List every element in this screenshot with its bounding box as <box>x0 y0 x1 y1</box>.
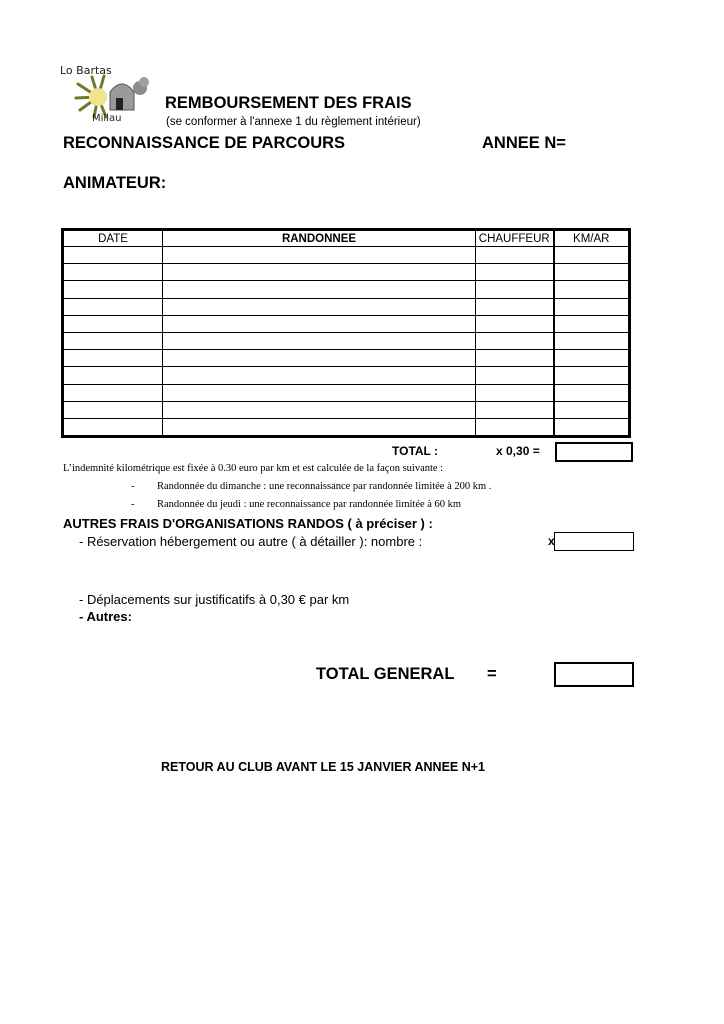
column-header-randonnee: RANDONNEE <box>163 230 476 247</box>
cell-date[interactable] <box>63 332 163 349</box>
cell-date[interactable] <box>63 350 163 367</box>
animateur-label: ANIMATEUR: <box>63 174 167 192</box>
annee-label: ANNEE N= <box>482 134 566 152</box>
table-row <box>63 418 630 436</box>
cell-randonnee[interactable] <box>163 418 476 436</box>
rule-jeudi: Randonnée du jeudi : une reconnaissance par randonnée limitée à 60 km <box>157 499 462 510</box>
cell-chauffeur[interactable] <box>476 332 554 349</box>
trips-table <box>61 228 631 438</box>
cell-date[interactable] <box>63 315 163 332</box>
cell-chauffeur[interactable] <box>476 247 554 264</box>
return-deadline-note: RETOUR AU CLUB AVANT LE 15 JANVIER ANNEE N+1 <box>161 760 486 774</box>
reservation-field[interactable] <box>554 532 634 551</box>
section-heading: RECONNAISSANCE DE PARCOURS <box>63 134 346 152</box>
table-row <box>63 401 630 418</box>
cell-km-ar[interactable] <box>554 264 630 281</box>
cell-randonnee[interactable] <box>163 298 476 315</box>
cell-date[interactable] <box>63 298 163 315</box>
cell-chauffeur[interactable] <box>476 418 554 436</box>
cell-randonnee[interactable] <box>163 315 476 332</box>
cell-km-ar[interactable] <box>554 281 630 298</box>
bullet-dash: - <box>131 481 135 492</box>
table-row <box>63 281 630 298</box>
table-header-row <box>63 230 630 247</box>
cell-randonnee[interactable] <box>163 332 476 349</box>
total-label: TOTAL : <box>392 444 438 458</box>
total-general-equals: = <box>487 665 497 683</box>
table-row <box>63 247 630 264</box>
column-header-km-ar: KM/AR <box>554 230 630 247</box>
cell-chauffeur[interactable] <box>476 401 554 418</box>
rule-dimanche: Randonnée du dimanche : une reconnaissance par randonnée limitée à 200 km . <box>157 481 492 492</box>
cell-km-ar[interactable] <box>554 418 630 436</box>
total-general-field[interactable] <box>554 662 634 687</box>
cell-km-ar[interactable] <box>554 247 630 264</box>
table-row <box>63 350 630 367</box>
reservation-multiplier: x <box>548 534 555 548</box>
cell-date[interactable] <box>63 264 163 281</box>
cell-randonnee[interactable] <box>163 350 476 367</box>
cell-randonnee[interactable] <box>163 281 476 298</box>
cell-km-ar[interactable] <box>554 401 630 418</box>
cell-date[interactable] <box>63 401 163 418</box>
cell-chauffeur[interactable] <box>476 384 554 401</box>
cell-chauffeur[interactable] <box>476 281 554 298</box>
cell-km-ar[interactable] <box>554 384 630 401</box>
deplacements-label: - Déplacements sur justificatifs à 0,30 € par km <box>79 592 350 607</box>
table-row <box>63 298 630 315</box>
autres-frais-heading: AUTRES FRAIS D'ORGANISATIONS RANDOS ( à préciser ) : <box>63 516 433 531</box>
reservation-label: - Réservation hébergement ou autre ( à détailler ): nombre : <box>79 534 423 549</box>
table-row <box>63 384 630 401</box>
table-row <box>63 367 630 384</box>
club-logo <box>58 62 153 130</box>
cell-km-ar[interactable] <box>554 350 630 367</box>
page-subtitle: (se conformer à l'annexe 1 du règlement intérieur) <box>166 116 421 128</box>
table-row <box>63 264 630 281</box>
column-header-date: DATE <box>63 230 163 247</box>
total-value-field[interactable] <box>555 442 633 462</box>
table-row <box>63 332 630 349</box>
cell-date[interactable] <box>63 247 163 264</box>
cell-chauffeur[interactable] <box>476 350 554 367</box>
cell-randonnee[interactable] <box>163 384 476 401</box>
cell-chauffeur[interactable] <box>476 298 554 315</box>
autres-label: - Autres: <box>79 609 132 624</box>
cell-chauffeur[interactable] <box>476 264 554 281</box>
page-title: REMBOURSEMENT DES FRAIS <box>165 94 412 112</box>
cell-randonnee[interactable] <box>163 247 476 264</box>
cell-randonnee[interactable] <box>163 264 476 281</box>
cell-randonnee[interactable] <box>163 401 476 418</box>
cell-km-ar[interactable] <box>554 332 630 349</box>
indemnity-note: L’indemnité kilométrique est fixée à 0.30 euro par km et est calculée de la façon suivante : <box>63 463 444 474</box>
cell-chauffeur[interactable] <box>476 367 554 384</box>
cell-km-ar[interactable] <box>554 315 630 332</box>
total-general-label: TOTAL GENERAL <box>316 665 455 683</box>
cell-date[interactable] <box>63 281 163 298</box>
bullet-dash: - <box>131 499 135 510</box>
cell-chauffeur[interactable] <box>476 315 554 332</box>
cell-date[interactable] <box>63 384 163 401</box>
table-row <box>63 315 630 332</box>
column-header-chauffeur: CHAUFFEUR <box>476 230 554 247</box>
cell-date[interactable] <box>63 418 163 436</box>
rate-label: x 0,30 = <box>496 444 540 458</box>
cell-randonnee[interactable] <box>163 367 476 384</box>
cell-km-ar[interactable] <box>554 298 630 315</box>
cell-date[interactable] <box>63 367 163 384</box>
logo-top-text: Lo Bartas <box>60 64 112 77</box>
logo-bottom-text: Millau <box>92 113 122 124</box>
cell-km-ar[interactable] <box>554 367 630 384</box>
